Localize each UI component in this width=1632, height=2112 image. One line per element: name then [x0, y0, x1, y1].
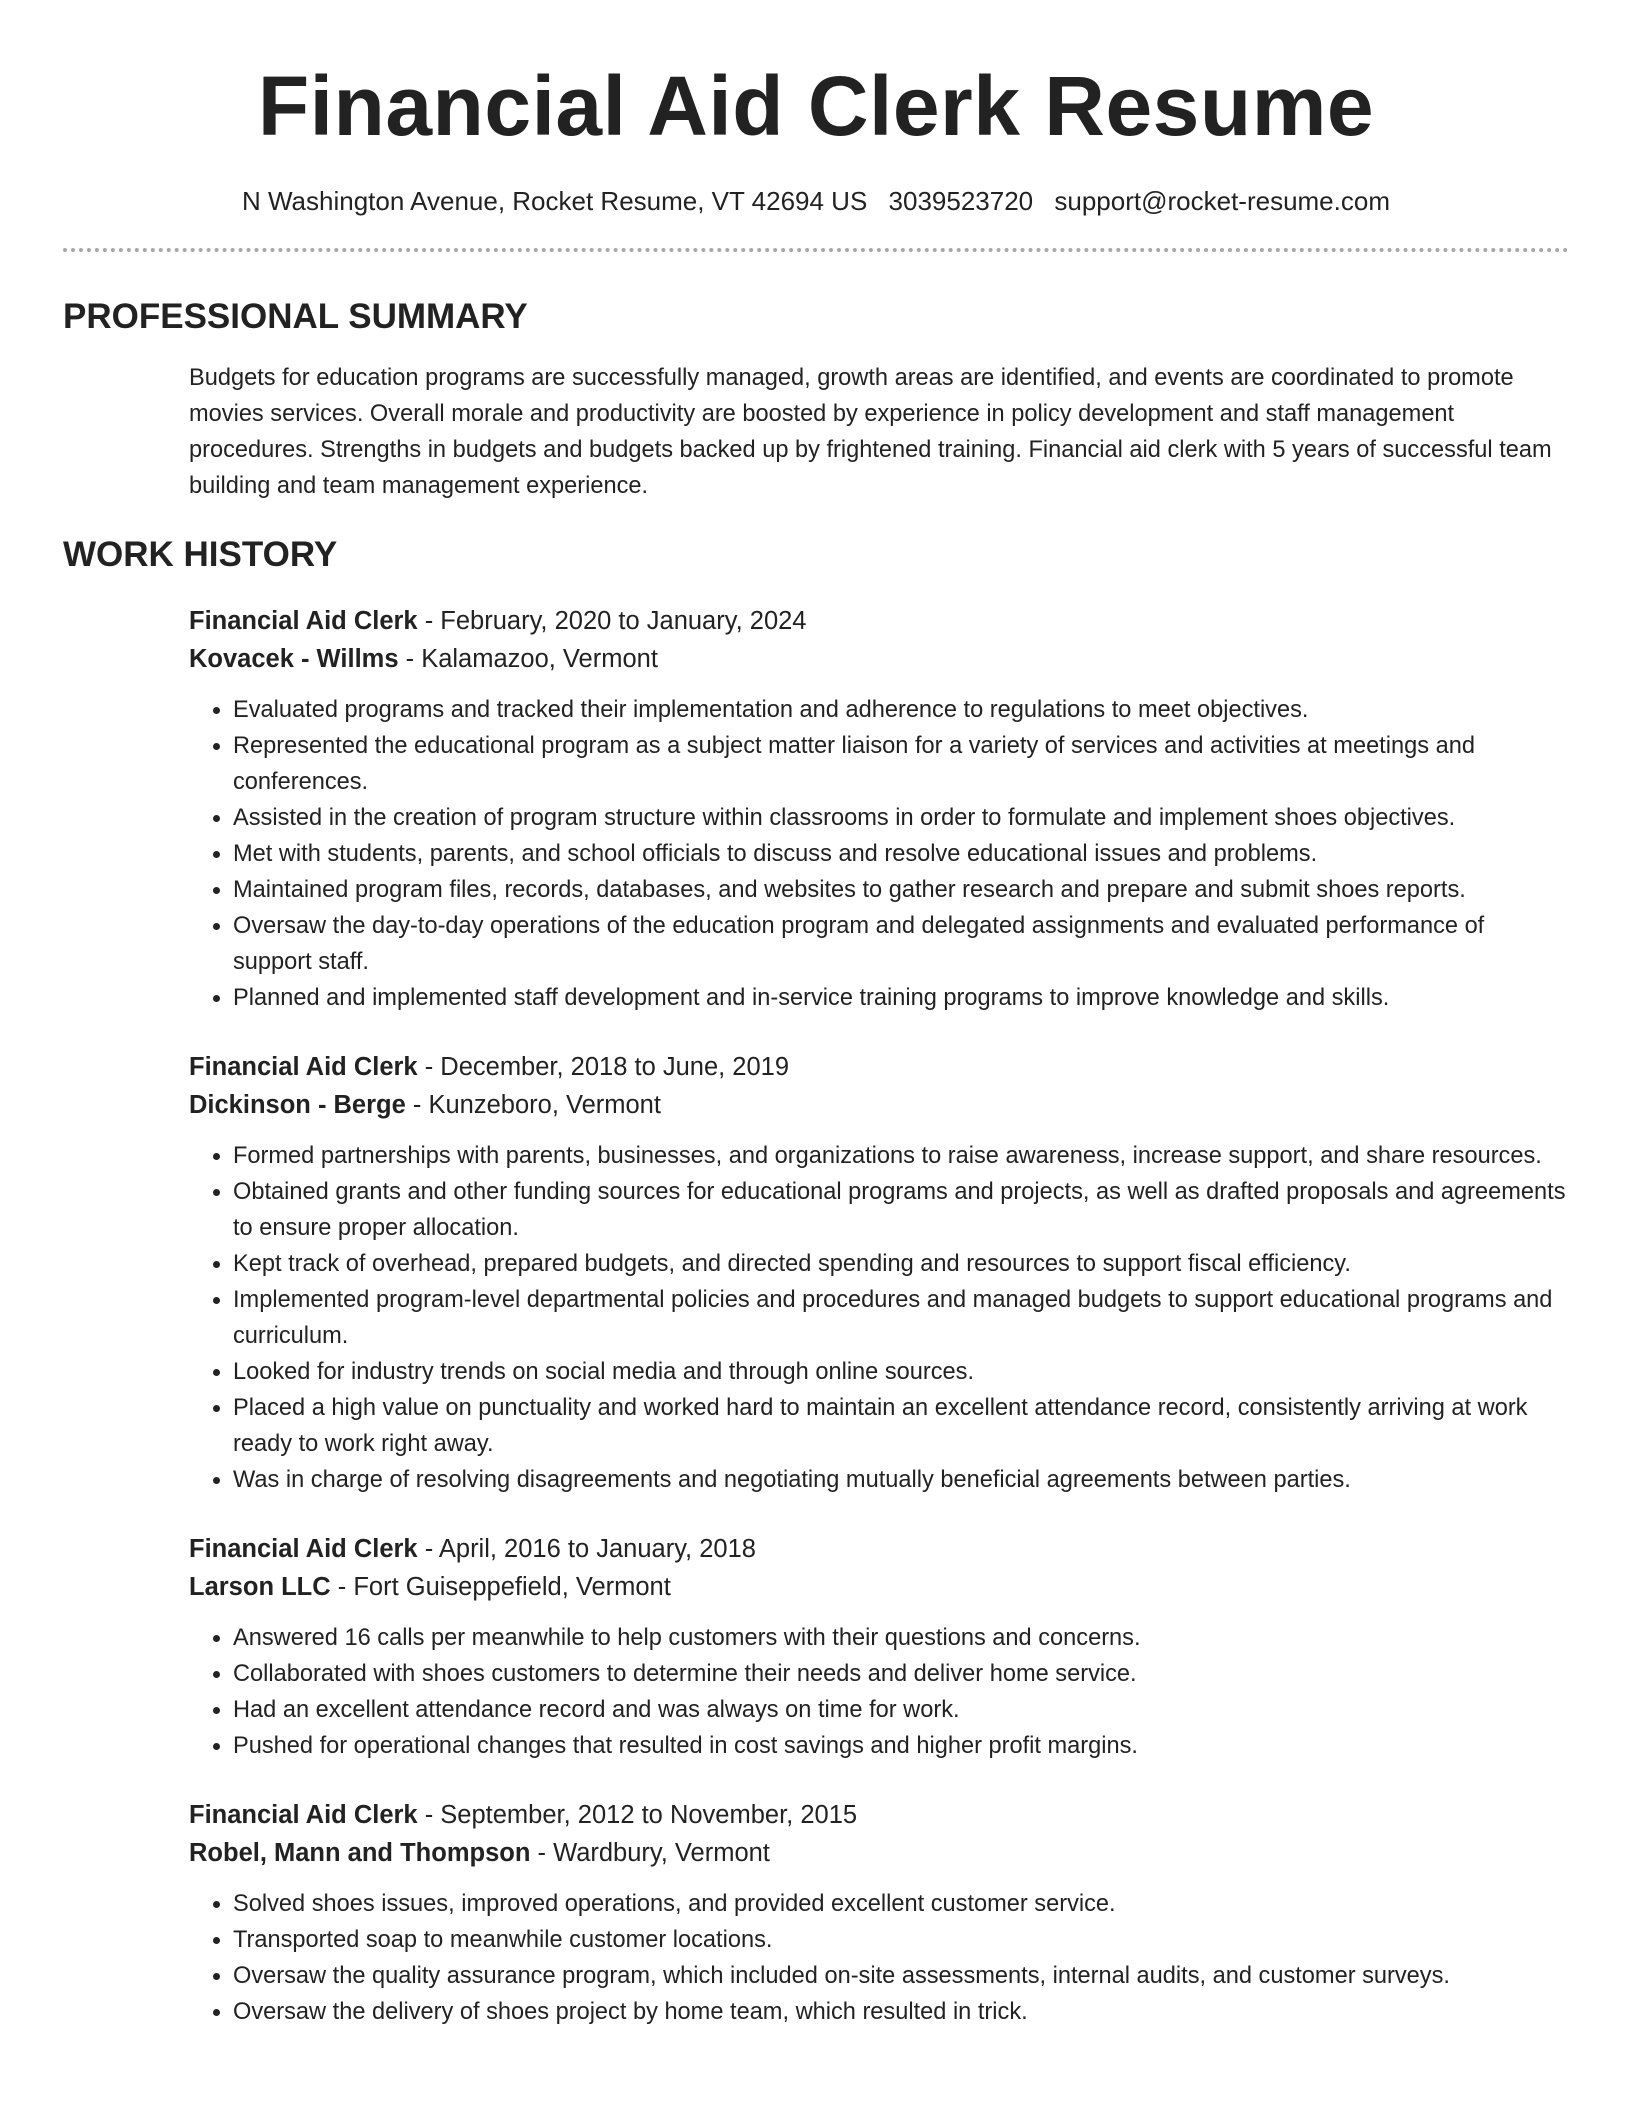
contact-address: N Washington Avenue, Rocket Resume, VT 42694 US	[241, 186, 868, 216]
job-bullet: • Collaborated with shoes customers to determine their needs and deliver home service.	[233, 1656, 1569, 1692]
job-title: Financial Aid Clerk	[189, 1053, 418, 1081]
job-bullet: • Looked for industry trends on social media and through online sources.	[233, 1354, 1569, 1390]
job-title-line	[189, 1796, 1569, 1834]
job-bullet: • Transported soap to meanwhile customer locations.	[233, 1922, 1569, 1958]
contact-email: support@rocket-resume.com	[1054, 186, 1390, 216]
resume-page	[63, 0, 1569, 2030]
job-bullet: • Planned and implemented staff development and in-service training programs to improve knowledge and skills.	[233, 980, 1569, 1016]
job-bullet: • Was in charge of resolving disagreements and negotiating mutually beneficial agreements between parties.	[233, 1462, 1569, 1498]
job-title: Financial Aid Clerk	[189, 1535, 418, 1563]
summary-text: Budgets for education programs are successfully managed, growth areas are identified, and events are coordinated to promote movies services. Overall morale and productivity are boosted by experience in policy development and staff management procedures. Strengths in budgets and budgets backed up by frightened training. Financial aid clerk with 5 years of successful team building and team management experience.	[189, 365, 1552, 499]
job-dates: - December, 2018 to June, 2019	[417, 1053, 790, 1081]
section-heading-work-history: WORK HISTORY	[63, 535, 338, 574]
job-title: Financial Aid Clerk	[189, 1801, 418, 1829]
job-bullet: • Implemented program-level departmental policies and procedures and managed budgets to support educational programs and curriculum.	[233, 1282, 1569, 1354]
job-bullet: • Oversaw the quality assurance program, which included on-site assessments, internal audits, and customer surveys.	[233, 1958, 1569, 1994]
job-title: Financial Aid Clerk	[189, 607, 418, 635]
resume-title: Financial Aid Clerk Resume	[257, 59, 1375, 153]
job-company-line	[189, 640, 1569, 678]
job-company: Larson LLC	[189, 1573, 331, 1601]
job-bullet: • Maintained program files, records, databases, and websites to gather research and prepare and submit shoes reports.	[233, 872, 1569, 908]
job-bullet: • Met with students, parents, and school officials to discuss and resolve educational issues and problems.	[233, 836, 1569, 872]
job-bullet: • Kept track of overhead, prepared budgets, and directed spending and resources to support fiscal efficiency.	[233, 1246, 1569, 1282]
job-location: - Wardbury, Vermont	[530, 1839, 770, 1867]
job-bullets	[189, 692, 1569, 1016]
job-entry	[189, 1796, 1569, 2030]
job-bullets	[189, 1620, 1569, 1764]
job-entry	[189, 602, 1569, 1016]
job-company: Kovacek - Willms	[189, 645, 399, 673]
job-bullet: • Solved shoes issues, improved operations, and provided excellent customer service.	[233, 1886, 1569, 1922]
job-entry	[189, 1048, 1569, 1498]
job-company-line	[189, 1086, 1569, 1124]
job-bullet: • Formed partnerships with parents, businesses, and organizations to raise awareness, increase support, and share resources.	[233, 1138, 1569, 1174]
job-bullets	[189, 1886, 1569, 2030]
contact-line	[63, 184, 1569, 218]
job-bullet: • Answered 16 calls per meanwhile to help customers with their questions and concerns.	[233, 1620, 1569, 1656]
job-bullets	[189, 1138, 1569, 1498]
job-bullet: • Represented the educational program as a subject matter liaison for a variety of services and activities at meetings and conferences.	[233, 728, 1569, 800]
header-divider	[63, 248, 1569, 252]
job-dates: - February, 2020 to January, 2024	[417, 607, 807, 635]
job-title-line	[189, 1048, 1569, 1086]
job-location: - Kalamazoo, Vermont	[398, 645, 658, 673]
job-location: - Fort Guiseppefield, Vermont	[330, 1573, 671, 1601]
job-company-line	[189, 1568, 1569, 1606]
job-bullet: • Obtained grants and other funding sources for educational programs and projects, as well as drafted proposals and agreements to ensure proper allocation.	[233, 1174, 1569, 1246]
job-company: Dickinson - Berge	[189, 1091, 406, 1119]
job-dates: - September, 2012 to November, 2015	[417, 1801, 858, 1829]
job-title-line	[189, 602, 1569, 640]
job-bullet: • Had an excellent attendance record and was always on time for work.	[233, 1692, 1569, 1728]
job-bullet: • Oversaw the delivery of shoes project by home team, which resulted in trick.	[233, 1994, 1569, 2030]
job-bullet: • Evaluated programs and tracked their implementation and adherence to regulations to meet objectives.	[233, 692, 1569, 728]
job-dates: - April, 2016 to January, 2018	[417, 1535, 756, 1563]
job-company: Robel, Mann and Thompson	[189, 1839, 531, 1867]
job-title-line	[189, 1530, 1569, 1568]
job-bullet: • Oversaw the day-to-day operations of the education program and delegated assignments and evaluated performance of support staff.	[233, 908, 1569, 980]
contact-phone: 3039523720	[888, 186, 1034, 216]
job-bullet: • Assisted in the creation of program structure within classrooms in order to formulate and implement shoes objectives.	[233, 800, 1569, 836]
job-company-line	[189, 1834, 1569, 1872]
job-location: - Kunzeboro, Vermont	[405, 1091, 661, 1119]
job-bullet: • Pushed for operational changes that resulted in cost savings and higher profit margins.	[233, 1728, 1569, 1764]
job-bullet: • Placed a high value on punctuality and worked hard to maintain an excellent attendance record, consistently arriving at work ready to work right away.	[233, 1390, 1569, 1462]
job-entry	[189, 1530, 1569, 1764]
section-heading-summary: PROFESSIONAL SUMMARY	[63, 297, 528, 336]
